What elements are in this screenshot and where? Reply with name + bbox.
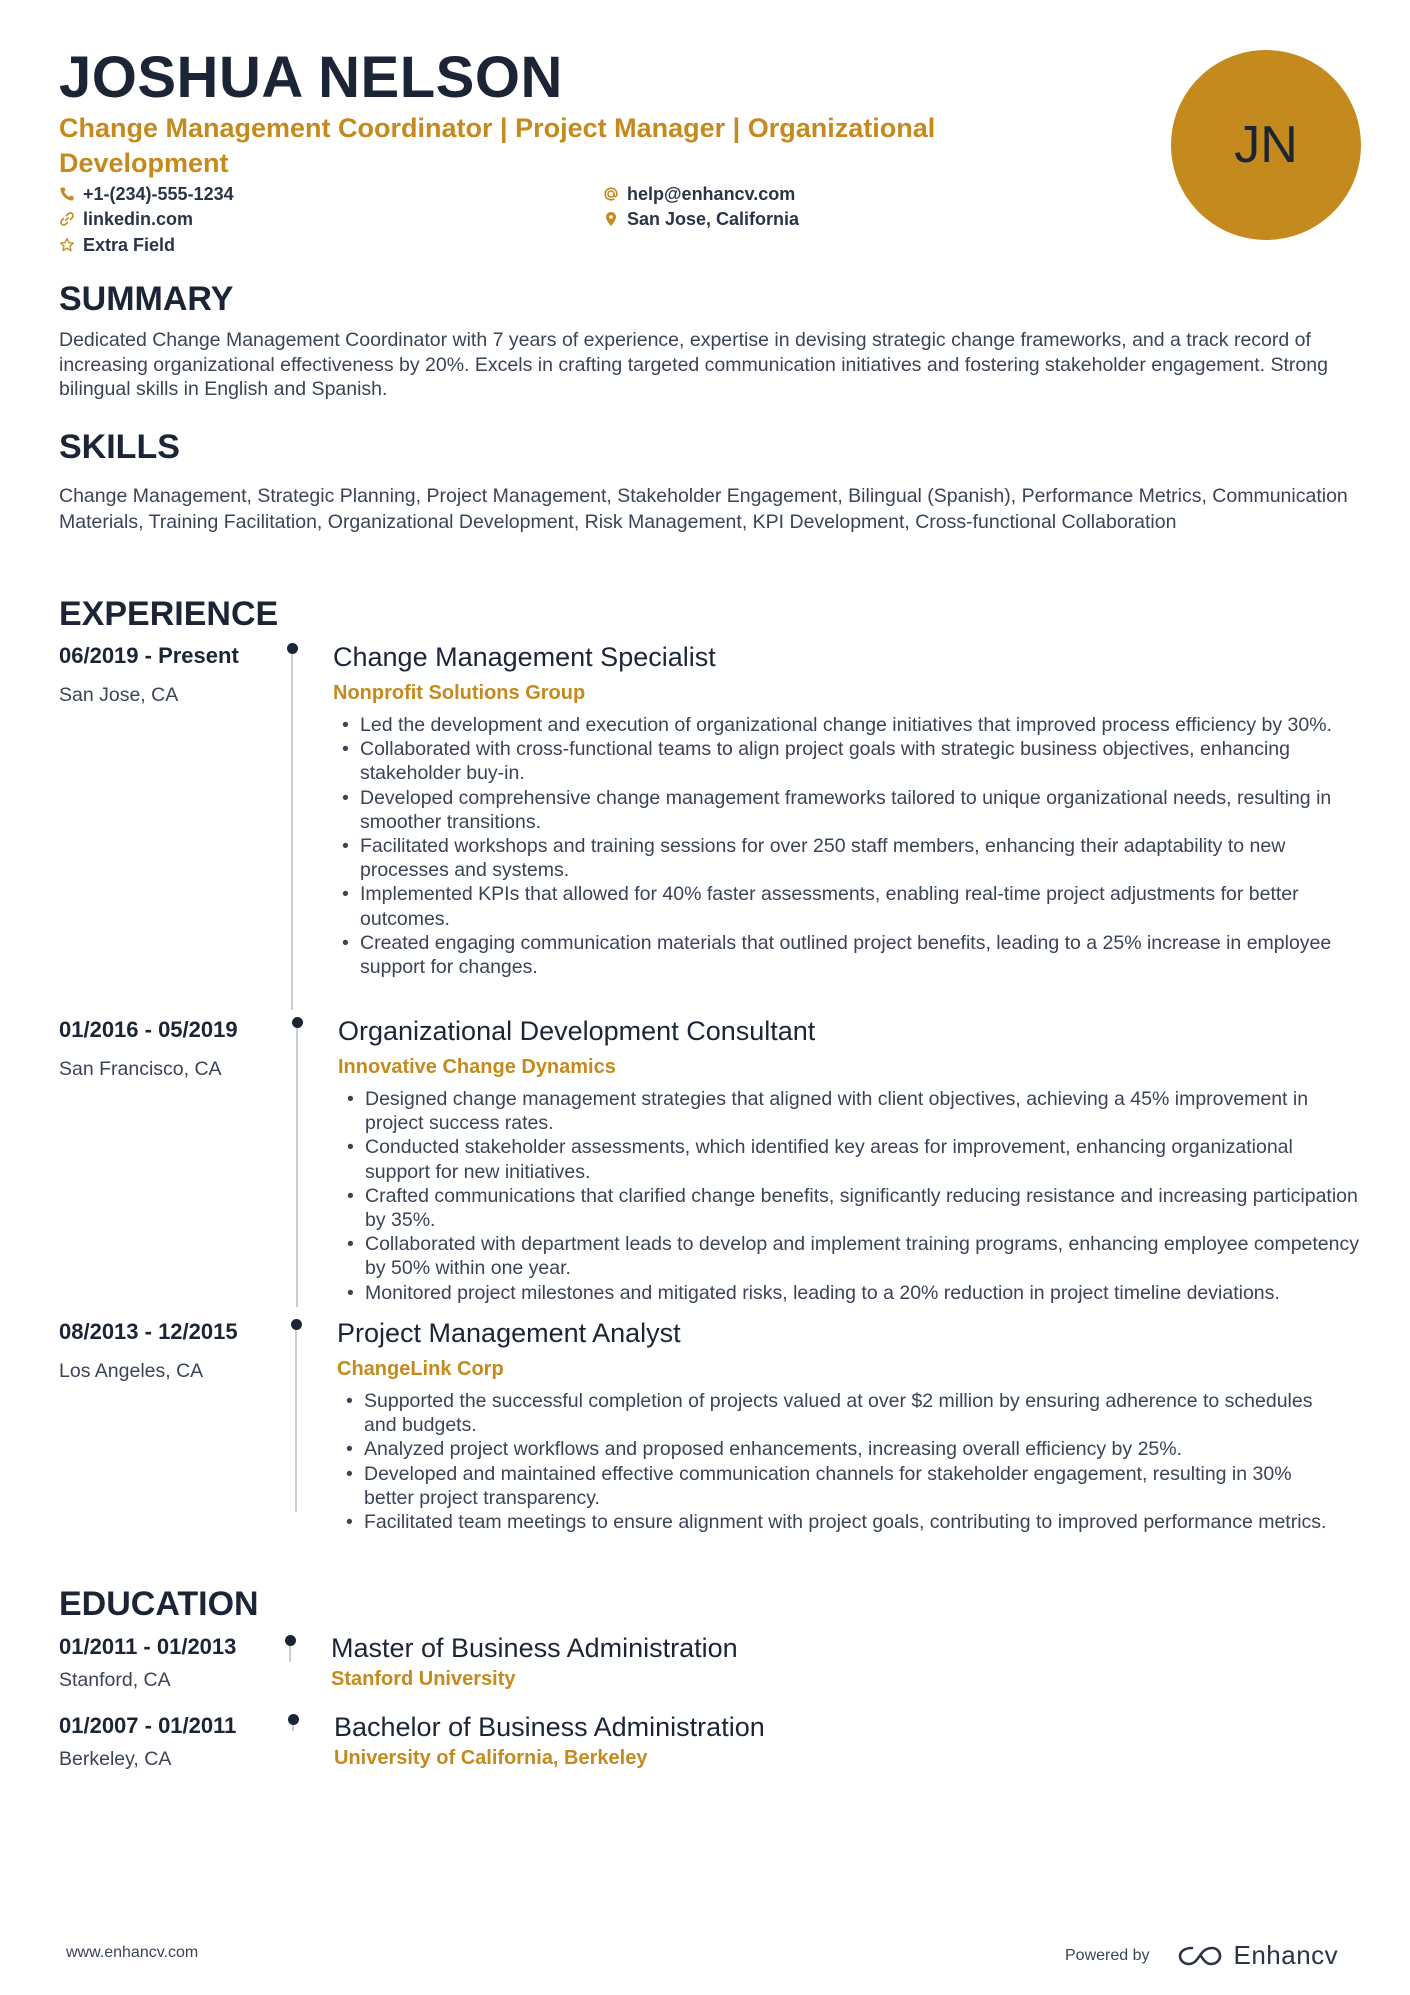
linkedin-text: linkedin.com	[83, 208, 194, 229]
education-degree: Master of Business Administration	[331, 1633, 738, 1663]
education-dates: 01/2007 - 01/2011	[59, 1713, 237, 1738]
experience-bullets	[342, 1389, 1342, 1534]
education-school: Stanford University	[331, 1668, 516, 1690]
bullet-item: • Facilitated workshops and training sessions for over 250 staff members, enhancing their adaptability to new processes and systems.	[338, 834, 1338, 882]
summary-text: Dedicated Change Management Coordinator with 7 years of experience, expertise in devising strategic change frameworks, and a track record of increasing organizational effectiveness by 20%. Excels in crafting targeted communication initiatives and fostering stakeholder engagement. Strong bilingual skills in English and Spanish.	[59, 329, 1328, 400]
link-icon	[59, 211, 75, 227]
experience-role: Organizational Development Consultant	[338, 1016, 816, 1046]
bullet-item: • Conducted stakeholder assessments, which identified key areas for improvement, enhancing organizational support for new initiatives.	[343, 1135, 1363, 1183]
education-location: Berkeley, CA	[59, 1748, 172, 1770]
footer-website[interactable]: www.enhancv.com	[66, 1944, 199, 1961]
timeline-dot	[292, 1017, 303, 1028]
bullet-item: • Led the development and execution of organizational change initiatives that improved process efficiency by 30%.	[338, 713, 1338, 737]
experience-role: Project Management Analyst	[337, 1318, 681, 1348]
contact-email[interactable]	[603, 182, 795, 206]
bullet-item: • Supported the successful completion of projects valued at over $2 million by ensuring adherence to schedules and budgets.	[342, 1389, 1342, 1437]
avatar	[1171, 50, 1361, 240]
timeline-dot	[288, 1714, 299, 1725]
bullet-item: • Designed change management strategies that aligned with client objectives, achieving a 45% improvement in project success rates.	[343, 1087, 1363, 1135]
bullet-item: • Created engaging communication materials that outlined project benefits, leading to a 25% increase in employee support for changes.	[338, 931, 1338, 979]
timeline-line	[296, 1022, 298, 1307]
bullet-item: • Monitored project milestones and mitigated risks, leading to a 20% reduction in project timeline deviations.	[343, 1281, 1363, 1305]
timeline-dot	[291, 1319, 302, 1330]
experience-dates: 08/2013 - 12/2015	[59, 1319, 238, 1344]
at-icon	[603, 186, 619, 202]
experience-role: Change Management Specialist	[333, 642, 716, 672]
experience-company: ChangeLink Corp	[337, 1358, 504, 1380]
phone-icon	[59, 186, 75, 202]
enhancv-logo-icon	[1176, 1943, 1224, 1969]
contact-location	[603, 207, 799, 231]
experience-company: Innovative Change Dynamics	[338, 1056, 616, 1078]
education-school: University of California, Berkeley	[334, 1747, 648, 1769]
experience-dates: 01/2016 - 05/2019	[59, 1017, 238, 1042]
contact-extra	[59, 233, 175, 257]
footer-branding	[1065, 1940, 1338, 1971]
bullet-item: • Crafted communications that clarified change benefits, significantly reducing resistance and increasing participation by 35%.	[343, 1184, 1363, 1232]
brand-name: Enhancv	[1233, 1940, 1339, 1970]
experience-location: San Francisco, CA	[59, 1058, 222, 1080]
experience-company: Nonprofit Solutions Group	[333, 682, 586, 704]
skills-heading: SKILLS	[59, 428, 180, 466]
avatar-initials: JN	[1234, 116, 1298, 174]
star-icon	[59, 237, 75, 253]
summary-heading: SUMMARY	[59, 280, 234, 318]
skills-text: Change Management, Strategic Planning, Project Management, Stakeholder Engagement, Bilingual (Spanish), Performance Metrics, Communication Materials, Training Facilitation, Organizational Development, Risk Management, KPI Development, Cross-functional Collaboration	[59, 485, 1348, 533]
bullet-item: • Analyzed project workflows and proposed enhancements, increasing overall efficiency by 25%.	[342, 1437, 1342, 1461]
bullet-item: • Developed and maintained effective communication channels for stakeholder engagement, resulting in 30% better project transparency.	[342, 1462, 1342, 1510]
candidate-title: Change Management Coordinator | Project Manager | Organizational Development	[59, 113, 936, 178]
education-dates: 01/2011 - 01/2013	[59, 1634, 237, 1659]
bullet-item: • Implemented KPIs that allowed for 40% faster assessments, enabling real-time project adjustments for better outcomes.	[338, 882, 1338, 930]
extra-field-text: Extra Field	[83, 234, 176, 255]
experience-bullets	[343, 1087, 1363, 1305]
education-location: Stanford, CA	[59, 1669, 171, 1691]
experience-bullets	[338, 713, 1338, 979]
experience-heading: EXPERIENCE	[59, 595, 279, 633]
bullet-item: • Facilitated team meetings to ensure alignment with project goals, contributing to improved performance metrics.	[342, 1510, 1342, 1534]
bullet-item: • Collaborated with department leads to develop and implement training programs, enhancing employee competency by 50% within one year.	[343, 1232, 1363, 1280]
experience-location: Los Angeles, CA	[59, 1360, 204, 1382]
education-degree: Bachelor of Business Administration	[334, 1712, 765, 1742]
location-pin-icon	[603, 211, 619, 227]
timeline-dot	[287, 643, 298, 654]
timeline-line	[295, 1324, 297, 1512]
email-text: help@enhancv.com	[627, 183, 796, 204]
location-text: San Jose, California	[627, 208, 800, 229]
contact-phone	[59, 182, 234, 206]
bullet-item: • Collaborated with cross-functional teams to align project goals with strategic business objectives, enhancing stakeholder buy-in.	[338, 737, 1338, 785]
timeline-dot	[285, 1635, 296, 1646]
bullet-item: • Developed comprehensive change management frameworks tailored to unique organizational needs, resulting in smoother transitions.	[338, 786, 1338, 834]
phone-text: +1-(234)-555-1234	[83, 183, 234, 204]
experience-location: San Jose, CA	[59, 684, 179, 706]
candidate-name: JOSHUA NELSON	[59, 45, 563, 110]
contact-linkedin[interactable]	[59, 207, 193, 231]
timeline-line	[291, 648, 293, 1010]
experience-dates: 06/2019 - Present	[59, 643, 239, 668]
education-heading: EDUCATION	[59, 1585, 259, 1623]
powered-by-text: Powered by	[1065, 1946, 1150, 1964]
